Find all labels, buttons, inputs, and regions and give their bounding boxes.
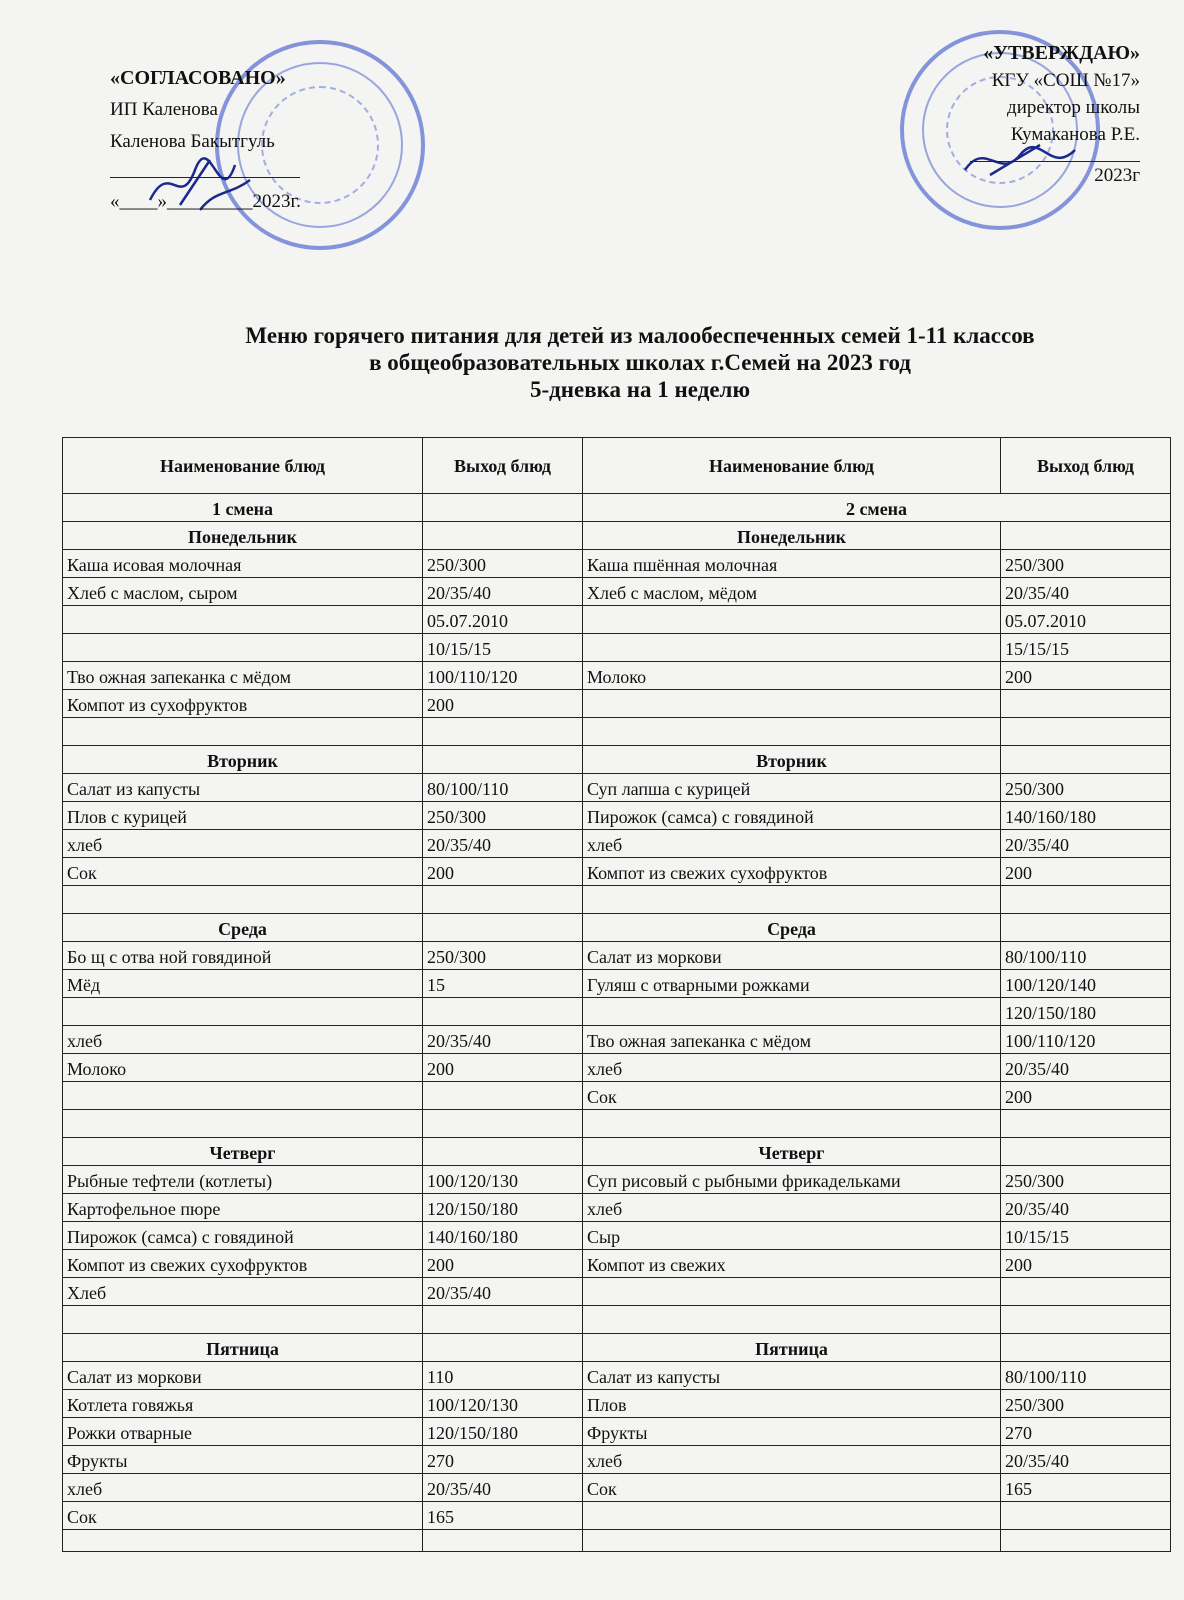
yield-shift2: 20/35/40 <box>1001 830 1171 858</box>
dish-shift1: Сок <box>63 1502 423 1530</box>
dish-shift1: Рожки отварные <box>63 1418 423 1446</box>
empty-cell <box>583 1306 1001 1334</box>
dish-shift1: Молоко <box>63 1054 423 1082</box>
yield-shift1: 110 <box>423 1362 583 1390</box>
dish-shift1: Пирожок (самса) с говядиной <box>63 1222 423 1250</box>
yield-shift1: 10/15/15 <box>423 634 583 662</box>
day-label-shift1: Пятница <box>63 1334 423 1362</box>
empty-cell <box>63 1530 423 1552</box>
yield-shift1: 20/35/40 <box>423 1474 583 1502</box>
approval-right-title: «УТВЕРЖДАЮ» <box>983 42 1140 64</box>
empty-cell <box>583 1110 1001 1138</box>
shift-row <box>63 494 1171 522</box>
yield-shift1: 15 <box>423 970 583 998</box>
yield-shift2: 20/35/40 <box>1001 1194 1171 1222</box>
day-label-shift2: Понедельник <box>583 522 1001 550</box>
empty-cell <box>583 886 1001 914</box>
dish-shift1 <box>63 606 423 634</box>
signature-line-right <box>970 148 1140 162</box>
dish-shift2: Сок <box>583 1082 1001 1110</box>
table-row <box>63 802 1171 830</box>
yield-shift1: 200 <box>423 1250 583 1278</box>
table-row <box>63 830 1171 858</box>
approval-left-org: ИП Каленова <box>110 99 218 120</box>
table-row <box>63 578 1171 606</box>
empty-cell <box>423 1530 583 1552</box>
day-row-monday <box>63 522 1171 550</box>
dish-shift2 <box>583 690 1001 718</box>
dish-shift1: Хлеб <box>63 1278 423 1306</box>
yield-shift2: 200 <box>1001 1250 1171 1278</box>
dish-shift2 <box>583 1502 1001 1530</box>
yield-shift1: 270 <box>423 1446 583 1474</box>
table-row <box>63 1222 1171 1250</box>
table-row <box>63 1278 1171 1306</box>
yield-shift2: 270 <box>1001 1418 1171 1446</box>
approval-right-name: Кумаканова Р.Е. <box>1010 124 1140 145</box>
heading-line-2: в общеобразовательных школах г.Семей на 2023 год <box>369 350 911 375</box>
header-yield-2: Выход блюд <box>1001 438 1171 494</box>
signature-line-left <box>110 158 300 178</box>
yield-shift1: 250/300 <box>423 802 583 830</box>
approval-right-date: 2023г <box>1094 165 1140 186</box>
dish-shift2: Сыр <box>583 1222 1001 1250</box>
day-row-friday <box>63 1334 1171 1362</box>
dish-shift2: Фрукты <box>583 1418 1001 1446</box>
heading-line-3: 5-дневка на 1 неделю <box>529 377 751 402</box>
empty-cell <box>423 1110 583 1138</box>
table-row <box>63 1446 1171 1474</box>
yield-shift2: 250/300 <box>1001 774 1171 802</box>
spacer-row <box>63 886 1171 914</box>
table-row <box>63 690 1171 718</box>
yield-shift2 <box>1001 1278 1171 1306</box>
dish-shift1: Тво ожная запеканка с мёдом <box>63 662 423 690</box>
yield-shift2: 165 <box>1001 1474 1171 1502</box>
dish-shift1: хлеб <box>63 830 423 858</box>
dish-shift2: Компот из свежих сухофруктов <box>583 858 1001 886</box>
dish-shift1: Сок <box>63 858 423 886</box>
table-row <box>63 1390 1171 1418</box>
table-row <box>63 1474 1171 1502</box>
header-yield-1: Выход блюд <box>423 438 583 494</box>
empty-cell <box>1001 1530 1171 1552</box>
table-row <box>63 634 1171 662</box>
dish-shift2: Пирожок (самса) с говядиной <box>583 802 1001 830</box>
empty-cell <box>423 718 583 746</box>
dish-shift2 <box>583 634 1001 662</box>
dish-shift2: Суп рисовый с рыбными фрикадельками <box>583 1166 1001 1194</box>
dish-shift1: Хлеб с маслом, сыром <box>63 578 423 606</box>
yield-shift2: 140/160/180 <box>1001 802 1171 830</box>
approval-left-title: «СОГЛАСОВАНО» <box>110 67 286 89</box>
table-row <box>63 942 1171 970</box>
yield-shift2: 100/120/140 <box>1001 970 1171 998</box>
empty-cell <box>63 718 423 746</box>
day-label-shift1: Вторник <box>63 746 423 774</box>
approval-block-right <box>840 40 1140 189</box>
dish-shift1: Картофельное пюре <box>63 1194 423 1222</box>
dish-shift2: Плов <box>583 1390 1001 1418</box>
yield-shift1: 20/35/40 <box>423 1026 583 1054</box>
dish-shift2: Компот из свежих <box>583 1250 1001 1278</box>
yield-shift1: 250/300 <box>423 942 583 970</box>
empty-cell <box>1001 914 1171 942</box>
day-label-shift1: Среда <box>63 914 423 942</box>
table-row <box>63 1418 1171 1446</box>
empty-cell <box>423 494 583 522</box>
yield-shift2: 20/35/40 <box>1001 578 1171 606</box>
day-label-shift1: Четверг <box>63 1138 423 1166</box>
empty-cell <box>63 1306 423 1334</box>
dish-shift2 <box>583 1278 1001 1306</box>
approval-right-org: КГУ «СОШ №17» <box>991 70 1140 91</box>
dish-shift1: Каша исовая молочная <box>63 550 423 578</box>
dish-shift2: Гуляш с отварными рожками <box>583 970 1001 998</box>
dish-shift2: хлеб <box>583 1054 1001 1082</box>
dish-shift2: Каша пшённая молочная <box>583 550 1001 578</box>
approval-right-position: директор школы <box>1007 97 1140 118</box>
shift-2-label: 2 смена <box>583 494 1171 522</box>
table-row <box>63 1194 1171 1222</box>
empty-cell <box>423 746 583 774</box>
yield-shift1: 20/35/40 <box>423 1278 583 1306</box>
yield-shift1: 05.07.2010 <box>423 606 583 634</box>
empty-cell <box>1001 522 1171 550</box>
approval-block-left <box>110 62 440 218</box>
day-row-wednesday <box>63 914 1171 942</box>
table-row <box>63 662 1171 690</box>
dish-shift1: Компот из свежих сухофруктов <box>63 1250 423 1278</box>
table-header-row <box>63 438 1171 494</box>
dish-shift2: хлеб <box>583 1194 1001 1222</box>
dish-shift1: Котлета говяжья <box>63 1390 423 1418</box>
yield-shift1: 200 <box>423 858 583 886</box>
yield-shift1 <box>423 998 583 1026</box>
table-row <box>63 858 1171 886</box>
dish-shift1: Фрукты <box>63 1446 423 1474</box>
empty-cell <box>423 1306 583 1334</box>
approval-left-date: «____»_________2023г. <box>110 191 301 212</box>
yield-shift2: 120/150/180 <box>1001 998 1171 1026</box>
dish-shift1: Бо щ с отва ной говядиной <box>63 942 423 970</box>
empty-cell <box>1001 746 1171 774</box>
dish-shift1 <box>63 998 423 1026</box>
yield-shift1: 100/120/130 <box>423 1166 583 1194</box>
yield-shift2: 05.07.2010 <box>1001 606 1171 634</box>
empty-cell <box>423 886 583 914</box>
dish-shift1: хлеб <box>63 1026 423 1054</box>
dish-shift2: Салат из моркови <box>583 942 1001 970</box>
yield-shift1: 140/160/180 <box>423 1222 583 1250</box>
dish-shift2 <box>583 998 1001 1026</box>
header-dish-1: Наименование блюд <box>63 438 423 494</box>
day-label-shift2: Вторник <box>583 746 1001 774</box>
dish-shift1: Салат из капусты <box>63 774 423 802</box>
dish-shift2: Тво ожная запеканка с мёдом <box>583 1026 1001 1054</box>
dish-shift2: Хлеб с маслом, мёдом <box>583 578 1001 606</box>
yield-shift1: 20/35/40 <box>423 830 583 858</box>
spacer-row <box>63 1306 1171 1334</box>
dish-shift2 <box>583 606 1001 634</box>
day-row-thursday <box>63 1138 1171 1166</box>
empty-cell <box>1001 718 1171 746</box>
dish-shift1: Рыбные тефтели (котлеты) <box>63 1166 423 1194</box>
day-label-shift1: Понедельник <box>63 522 423 550</box>
day-label-shift2: Пятница <box>583 1334 1001 1362</box>
dish-shift1 <box>63 634 423 662</box>
dish-shift2: Молоко <box>583 662 1001 690</box>
approval-left-name: Каленова Бакытгуль <box>110 131 275 152</box>
yield-shift2: 200 <box>1001 858 1171 886</box>
yield-shift2: 80/100/110 <box>1001 1362 1171 1390</box>
dish-shift1: хлеб <box>63 1474 423 1502</box>
menu-table <box>62 437 1171 1552</box>
day-label-shift2: Четверг <box>583 1138 1001 1166</box>
empty-cell <box>1001 1138 1171 1166</box>
header-dish-2: Наименование блюд <box>583 438 1001 494</box>
yield-shift2: 80/100/110 <box>1001 942 1171 970</box>
dish-shift2: хлеб <box>583 1446 1001 1474</box>
dish-shift1 <box>63 1082 423 1110</box>
shift-1-label: 1 смена <box>63 494 423 522</box>
spacer-row <box>63 1530 1171 1552</box>
empty-cell <box>583 718 1001 746</box>
yield-shift1: 200 <box>423 1054 583 1082</box>
table-row <box>63 1054 1171 1082</box>
empty-cell <box>423 1334 583 1362</box>
table-row <box>63 1502 1171 1530</box>
empty-cell <box>423 914 583 942</box>
yield-shift1: 100/110/120 <box>423 662 583 690</box>
empty-cell <box>423 1138 583 1166</box>
empty-cell <box>63 1110 423 1138</box>
dish-shift2: Суп лапша с курицей <box>583 774 1001 802</box>
spacer-row <box>63 1110 1171 1138</box>
empty-cell <box>1001 1306 1171 1334</box>
heading-line-1: Меню горячего питания для детей из малообеспеченных семей 1-11 классов <box>245 323 1035 348</box>
yield-shift2 <box>1001 1502 1171 1530</box>
empty-cell <box>63 886 423 914</box>
yield-shift2: 20/35/40 <box>1001 1446 1171 1474</box>
table-row <box>63 1362 1171 1390</box>
yield-shift1: 120/150/180 <box>423 1194 583 1222</box>
empty-cell <box>423 522 583 550</box>
empty-cell <box>1001 1334 1171 1362</box>
empty-cell <box>1001 886 1171 914</box>
yield-shift2: 250/300 <box>1001 1390 1171 1418</box>
yield-shift1: 100/120/130 <box>423 1390 583 1418</box>
yield-shift2: 200 <box>1001 1082 1171 1110</box>
dish-shift2: хлеб <box>583 830 1001 858</box>
table-row <box>63 550 1171 578</box>
document-heading <box>60 322 1184 403</box>
table-row <box>63 606 1171 634</box>
day-row-tuesday <box>63 746 1171 774</box>
yield-shift1: 165 <box>423 1502 583 1530</box>
dish-shift1: Мёд <box>63 970 423 998</box>
table-row <box>63 1026 1171 1054</box>
yield-shift2: 250/300 <box>1001 1166 1171 1194</box>
yield-shift1: 80/100/110 <box>423 774 583 802</box>
table-row <box>63 1250 1171 1278</box>
dish-shift1: Салат из моркови <box>63 1362 423 1390</box>
day-label-shift2: Среда <box>583 914 1001 942</box>
yield-shift2 <box>1001 690 1171 718</box>
yield-shift1: 120/150/180 <box>423 1418 583 1446</box>
yield-shift2: 15/15/15 <box>1001 634 1171 662</box>
yield-shift1: 200 <box>423 690 583 718</box>
dish-shift2: Салат из капусты <box>583 1362 1001 1390</box>
table-row <box>63 998 1171 1026</box>
table-row <box>63 774 1171 802</box>
table-row <box>63 1082 1171 1110</box>
yield-shift1: 20/35/40 <box>423 578 583 606</box>
table-row <box>63 970 1171 998</box>
dish-shift1: Плов с курицей <box>63 802 423 830</box>
yield-shift2: 250/300 <box>1001 550 1171 578</box>
dish-shift2: Сок <box>583 1474 1001 1502</box>
yield-shift2: 20/35/40 <box>1001 1054 1171 1082</box>
yield-shift2: 100/110/120 <box>1001 1026 1171 1054</box>
dish-shift1: Компот из сухофруктов <box>63 690 423 718</box>
yield-shift2: 200 <box>1001 662 1171 690</box>
empty-cell <box>583 1530 1001 1552</box>
table-row <box>63 1166 1171 1194</box>
yield-shift1 <box>423 1082 583 1110</box>
spacer-row <box>63 718 1171 746</box>
empty-cell <box>1001 1110 1171 1138</box>
yield-shift2: 10/15/15 <box>1001 1222 1171 1250</box>
yield-shift1: 250/300 <box>423 550 583 578</box>
